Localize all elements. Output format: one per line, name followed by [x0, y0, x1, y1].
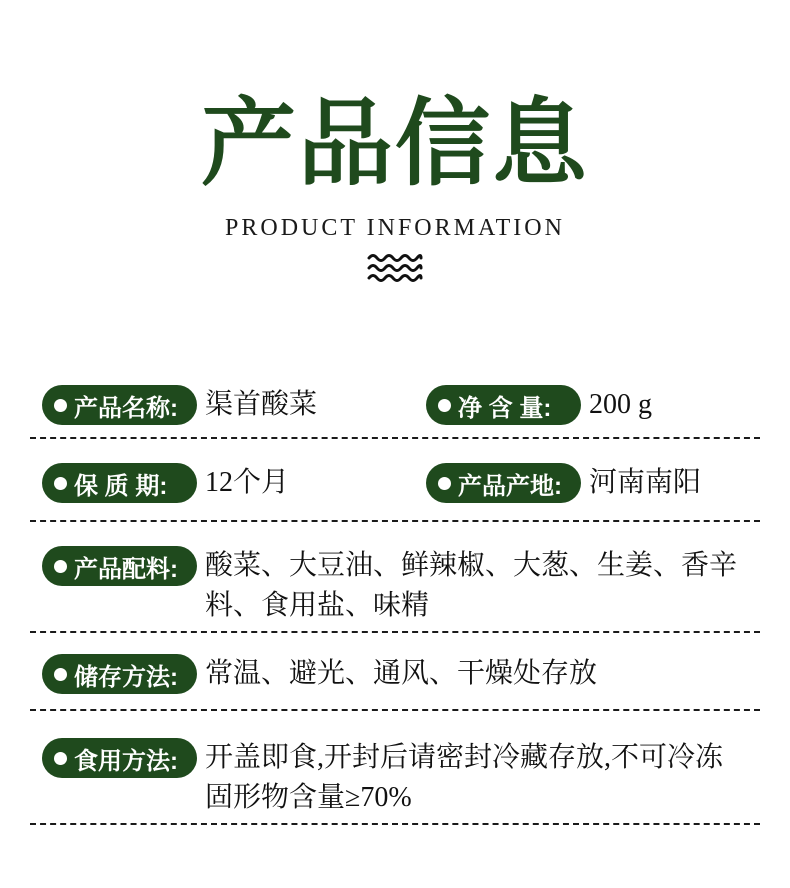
field-storage	[42, 654, 597, 694]
row-name-netcontent	[0, 385, 790, 425]
dot-bullet-icon	[438, 477, 451, 490]
serving-label-badge	[42, 738, 197, 778]
serving-value-line2: 固形物含量≥70%	[205, 782, 412, 813]
serving-label: 食用方法:	[74, 747, 178, 775]
dot-bullet-icon	[54, 560, 67, 573]
origin-value: 河南南阳	[589, 467, 702, 498]
origin-label: 产品产地:	[458, 472, 562, 500]
serving-value-line1: 开盖即食,开封后请密封冷藏存放,不可冷冻	[205, 742, 724, 773]
field-net-content	[426, 385, 652, 425]
product-name-label: 产品名称:	[74, 394, 178, 422]
dashed-divider	[30, 709, 760, 711]
page-title: 产品信息	[200, 89, 589, 199]
dot-bullet-icon	[54, 399, 67, 412]
storage-label-badge	[42, 654, 197, 694]
shelf-life-label: 保 质 期:	[74, 472, 168, 500]
field-product-name	[42, 385, 426, 425]
page-header	[0, 0, 790, 289]
field-serving	[42, 738, 777, 818]
field-ingredients	[42, 546, 777, 626]
dashed-divider	[30, 823, 760, 825]
storage-value: 常温、避光、通风、干燥处存放	[205, 658, 598, 689]
product-name-label-badge	[42, 385, 197, 425]
dashed-divider	[30, 437, 760, 439]
field-shelf-life	[42, 463, 426, 503]
ingredients-value: 酸菜、大豆油、鲜辣椒、大葱、生姜、香辛料、食用盐、味精	[205, 550, 738, 621]
row-storage	[0, 654, 790, 694]
ingredients-label-badge	[42, 546, 197, 586]
dot-bullet-icon	[54, 752, 67, 765]
row-serving	[0, 738, 790, 818]
ingredients-label: 产品配料:	[74, 555, 178, 583]
product-name-value: 渠首酸菜	[205, 389, 318, 420]
storage-label: 储存方法:	[74, 663, 178, 691]
dot-bullet-icon	[54, 477, 67, 490]
net-content-value: 200 g	[589, 389, 652, 420]
dot-bullet-icon	[54, 668, 67, 681]
origin-label-badge	[426, 463, 581, 503]
shelf-life-value: 12个月	[205, 467, 290, 498]
dashed-divider	[30, 520, 760, 522]
net-content-label-badge	[426, 385, 581, 425]
net-content-label: 净 含 量:	[458, 394, 552, 422]
serving-value	[205, 738, 777, 818]
row-ingredients	[0, 546, 790, 626]
field-origin	[426, 463, 701, 503]
shelf-life-label-badge	[42, 463, 197, 503]
triple-wave-icon	[0, 253, 790, 289]
page-subtitle: PRODUCT INFORMATION	[225, 215, 565, 241]
row-shelflife-origin	[0, 463, 790, 503]
product-fields	[0, 385, 790, 825]
dashed-divider	[30, 631, 760, 633]
dot-bullet-icon	[438, 399, 451, 412]
